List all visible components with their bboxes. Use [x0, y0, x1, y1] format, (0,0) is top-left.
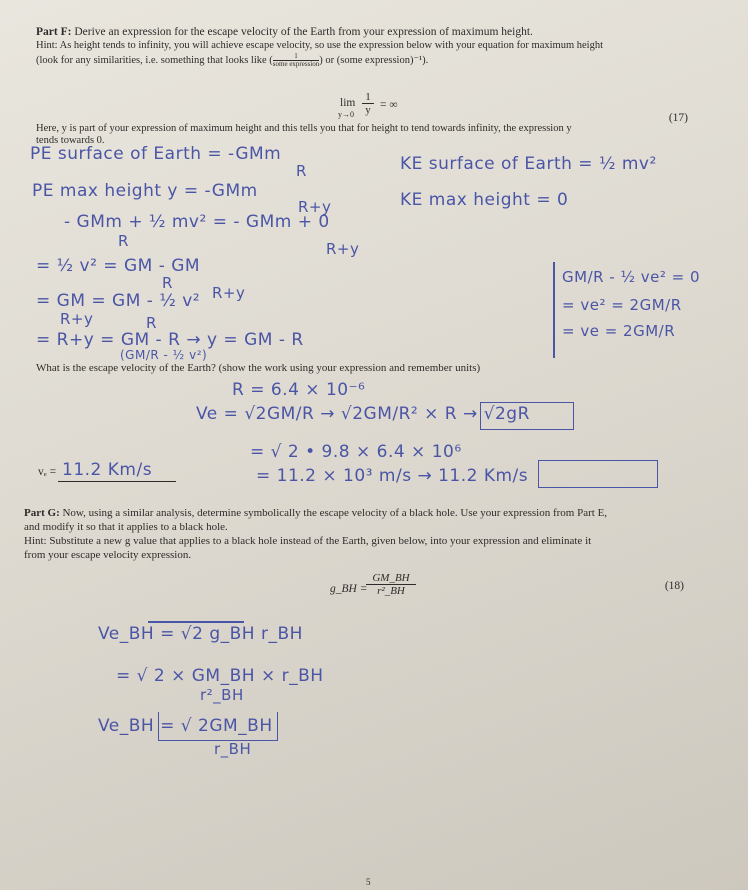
- limit-symbol: lim: [340, 97, 356, 109]
- ve-label: vₑ =: [38, 466, 57, 478]
- hand-r-value: R = 6.4 × 10⁻⁶: [232, 380, 366, 400]
- answer-box-final: [538, 460, 658, 488]
- hand-solve-y-den: (GM/R - ½ v²): [120, 348, 208, 362]
- equation-number-17: (17): [668, 112, 688, 124]
- part-f-explain-1: Here, y is part of your expression of maximum height and this tells you that for height to tend towards infinity, the expression y: [36, 123, 572, 134]
- hand-energy-den2: R+y: [326, 240, 360, 258]
- ve-answer-line: [58, 481, 176, 482]
- part-g-line4: from your escape velocity expression.: [24, 549, 192, 561]
- escape-velocity-question: What is the escape velocity of the Earth? (show the work using your expression and remember units): [36, 362, 481, 374]
- page-number: 5: [366, 877, 371, 887]
- hand-gm-ratio: = GM = GM - ½ v²: [36, 291, 201, 311]
- hand-half-v2-den2: R+y: [212, 284, 246, 302]
- limit-subscript: y→0: [338, 110, 354, 119]
- sqrt-bar-1: [148, 621, 244, 623]
- part-f-similarity: (look for any similarities, i.e. something that looks like ( 1 some expression ) or (some expression)⁻¹).: [36, 52, 429, 68]
- hand-ve-bh-2: = √ 2 × GM_BH × r_BH: [116, 666, 324, 686]
- hand-side-2: = ve² = 2GM/R: [562, 296, 682, 314]
- hand-ve-derivation: Ve = √2GM/R → √2GM/R² × R → √2gR: [196, 404, 530, 424]
- limit-fraction: $\frac{1}{y}$: [362, 91, 374, 116]
- part-f-hint: Hint: As height tends to infinity, you will achieve escape velocity, so use the expression below with your equation for maximum height: [36, 40, 603, 51]
- limit-rhs: = ∞: [380, 99, 398, 111]
- part-f-explain-2: tends towards 0.: [36, 135, 105, 146]
- hand-solve-y: = R+y = GM - R → y = GM - R: [36, 330, 304, 350]
- hand-side-1: GM/R - ½ ve² = 0: [562, 268, 701, 286]
- hand-ve-bh-2-den: r²_BH: [200, 686, 244, 704]
- hand-side-3: = ve = 2GM/R: [562, 322, 676, 340]
- hand-energy-equation: - GMm + ½ mv² = - GMm + 0: [64, 212, 330, 232]
- hand-energy-den1: R: [118, 232, 129, 250]
- hand-ve-bh-3-den: r_BH: [214, 740, 252, 758]
- hand-gm-ratio-den1: R+y: [60, 310, 94, 328]
- hand-pe-max: PE max height y = -GMm: [32, 181, 258, 201]
- hand-gm-ratio-den2: R: [146, 314, 157, 332]
- hand-pe-surface: PE surface of Earth = -GMm: [30, 144, 282, 164]
- hand-half-v2: = ½ v² = GM - GM: [36, 256, 201, 276]
- hand-calc-2: = 11.2 × 10³ m/s → 11.2 Km/s: [256, 466, 529, 486]
- equation-number-18: (18): [664, 580, 684, 592]
- hand-ke-max: KE max height = 0: [400, 190, 569, 210]
- hand-ke-surface: KE surface of Earth = ½ mv²: [400, 154, 657, 174]
- part-g-line1: Part G: Now, using a similar analysis, determine symbolically the escape velocity of a black hole. Use your expression from Part E,: [24, 507, 608, 519]
- hand-half-v2-den1: R: [162, 274, 173, 292]
- hand-pe-surface-den: R: [296, 162, 307, 180]
- answer-box-2gr: [480, 402, 574, 430]
- g-bh-lhs: g_BH =: [330, 583, 368, 595]
- g-bh-fraction: $\frac{GM\_BH}{\text{r²\_BH}}$: [366, 572, 416, 597]
- hand-pe-max-den: R+y: [298, 198, 332, 216]
- part-g-hint: Hint: Substitute a new g value that applies to a black hole instead of the Earth, given below, into your expression and eliminate it: [24, 535, 592, 547]
- hand-calc-1: = √ 2 • 9.8 × 6.4 × 10⁶: [250, 442, 462, 462]
- hand-ve-bh-3: Ve_BH = √ 2GM_BH: [98, 716, 273, 736]
- answer-box-bh: [158, 712, 278, 741]
- part-g-line2: and modify it so that it applies to a black hole.: [24, 521, 228, 533]
- hand-ve-bh-1: Ve_BH = √2 g_BH r_BH: [98, 624, 303, 644]
- part-f-line1: Part F: Derive an expression for the escape velocity of the Earth from your expression of maximum height.: [36, 26, 533, 38]
- ve-answer: 11.2 Km/s: [62, 460, 153, 480]
